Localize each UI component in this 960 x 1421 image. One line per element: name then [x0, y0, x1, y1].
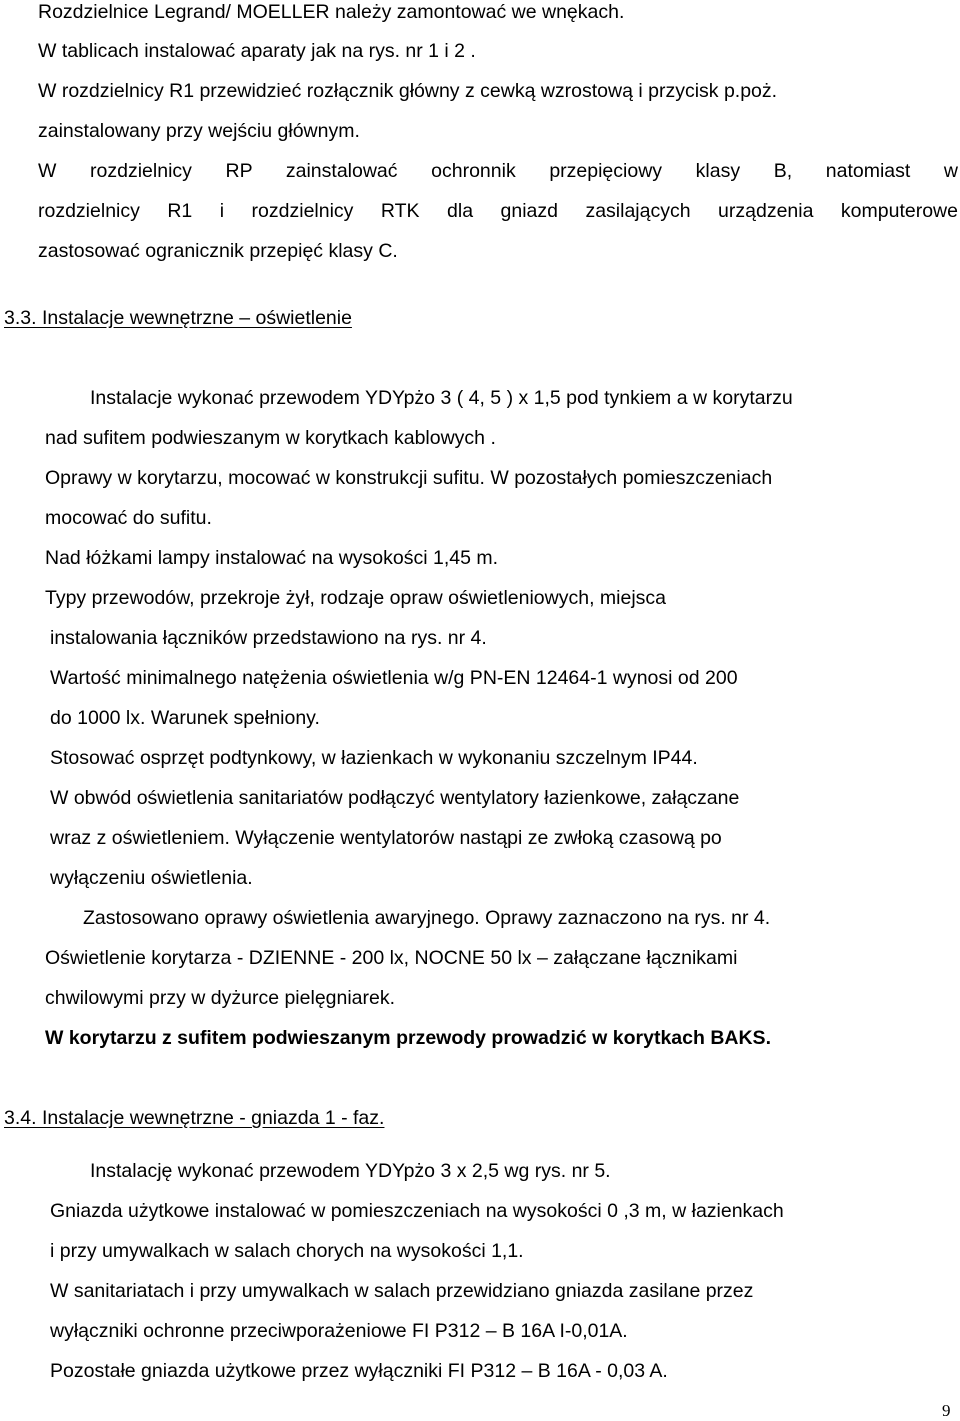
text-line: Typy przewodów, przekroje żył, rodzaje opraw oświetleniowych, miejsca — [45, 587, 667, 609]
text-line: Instalacje wykonać przewodem YDYpżo 3 ( 4, 5 ) x 1,5 pod tynkiem a w korytarzu — [90, 387, 793, 409]
text-line: Gniazda użytkowe instalować w pomieszczeniach na wysokości 0 ,3 m, w łazienkach — [50, 1200, 784, 1222]
section-heading-3-4: 3.4. Instalacje wewnętrzne - gniazda 1 - faz. — [4, 1107, 385, 1129]
text-line: do 1000 lx. Warunek spełniony. — [50, 707, 320, 729]
text-line: mocować do sufitu. — [45, 507, 212, 529]
text-line: Pozostałe gniazda użytkowe przez wyłączniki FI P312 – B 16A - 0,03 A. — [50, 1360, 668, 1382]
text-line: W obwód oświetlenia sanitariatów podłączyć wentylatory łazienkowe, załączane — [50, 787, 740, 809]
text-line: W sanitariatach i przy umywalkach w salach przewidziano gniazda zasilane przez — [50, 1280, 754, 1302]
text-line: wyłączniki ochronne przeciwporażeniowe FI P312 – B 16A I-0,01A. — [50, 1320, 628, 1342]
text-line: zainstalowany przy wejściu głównym. — [38, 120, 360, 142]
text-line: instalowania łączników przedstawiono na rys. nr 4. — [50, 627, 487, 649]
text-line: Rozdzielnice Legrand/ MOELLER należy zamontować we wnękach. — [38, 1, 625, 23]
text-line: W rozdzielnicy RP zainstalować ochronnik przepięciowy klasy B, natomiast w — [38, 160, 958, 182]
text-line: zastosować ogranicznik przepięć klasy C. — [38, 240, 398, 262]
text-line: Oświetlenie korytarza - DZIENNE - 200 lx, NOCNE 50 lx – załączane łącznikami — [45, 947, 738, 969]
text-line: Wartość minimalnego natężenia oświetlenia w/g PN-EN 12464-1 wynosi od 200 — [50, 667, 738, 689]
text-line: Oprawy w korytarzu, mocować w konstrukcji sufitu. W pozostałych pomieszczeniach — [45, 467, 773, 489]
text-line: nad sufitem podwieszanym w korytkach kablowych . — [45, 427, 496, 449]
text-line: W tablicach instalować aparaty jak na rys. nr 1 i 2 . — [38, 40, 476, 62]
text-line: wyłączeniu oświetlenia. — [50, 867, 253, 889]
text-line: wraz z oświetleniem. Wyłączenie wentylatorów nastąpi ze zwłoką czasową po — [50, 827, 722, 849]
section-heading-3-3: 3.3. Instalacje wewnętrzne – oświetlenie — [4, 307, 352, 329]
text-line: chwilowymi przy w dyżurce pielęgniarek. — [45, 987, 396, 1009]
text-line: Nad łóżkami lampy instalować na wysokości 1,45 m. — [45, 547, 499, 569]
text-line: Stosować osprzęt podtynkowy, w łazienkach w wykonaniu szczelnym IP44. — [50, 747, 698, 769]
text-line: Zastosowano oprawy oświetlenia awaryjnego. Oprawy zaznaczono na rys. nr 4. — [83, 907, 771, 929]
text-line: i przy umywalkach w salach chorych na wysokości 1,1. — [50, 1240, 524, 1262]
page-number: 9 — [942, 1401, 951, 1420]
text-line: W rozdzielnicy R1 przewidzieć rozłącznik główny z cewką wzrostową i przycisk p.poż. — [38, 80, 778, 102]
text-line-bold: W korytarzu z sufitem podwieszanym przewody prowadzić w korytkach BAKS. — [45, 1027, 771, 1049]
text-line: Instalację wykonać przewodem YDYpżo 3 x 2,5 wg rys. nr 5. — [90, 1160, 611, 1182]
text-line: rozdzielnicy R1 i rozdzielnicy RTK dla gniazd zasilających urządzenia komputerowe — [38, 200, 958, 222]
